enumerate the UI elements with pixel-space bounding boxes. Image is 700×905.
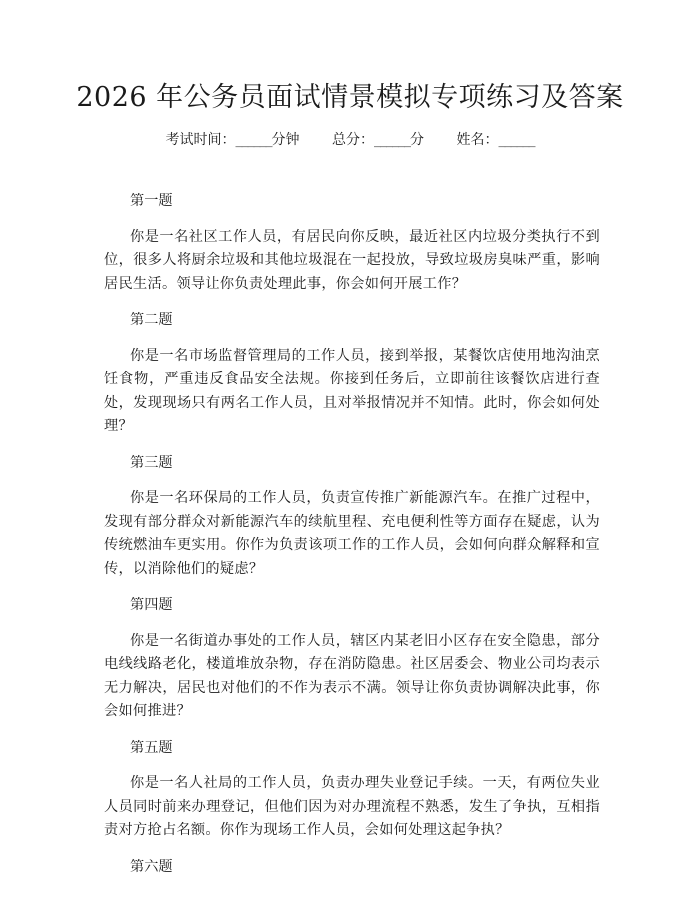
question-title: 第三题 <box>130 454 173 471</box>
question-2 <box>104 309 600 439</box>
question-title: 第五题 <box>130 739 173 756</box>
question-title: 第六题 <box>130 858 173 875</box>
question-body: 你是一名街道办事处的工作人员，辖区内某老旧小区存在安全隐患，部分电线线路老化，楼道堆放杂物，存在消防隐患。社区居委会、物业公司均表示无力解决，居民也对他们的不作为表示不满。领导让你负责协调解决此事，你会如何推进？ <box>104 632 600 719</box>
question-body: 你是一名环保局的工作人员，负责宣传推广新能源汽车。在推广过程中，发现有部分群众对新能源汽车的续航里程、充电便利性等方面存在疑虑，认为传统燃油车更实用。你作为负责该项工作的工作人员，会如何向群众解释和宣传，以消除他们的疑虑？ <box>104 490 600 577</box>
question-1 <box>104 190 600 296</box>
exam-time-unit: 分钟 <box>271 132 300 148</box>
total-score <box>332 132 424 148</box>
student-name-blank: ______ <box>498 132 535 148</box>
question-title: 第四题 <box>130 597 173 613</box>
document-title: 2026 年公务员面试情景模拟专项练习及答案 <box>76 82 624 113</box>
question-title: 第二题 <box>130 312 173 328</box>
total-score-blank: ______ <box>374 132 410 148</box>
question-title: 第一题 <box>130 193 173 209</box>
exam-time-blank: ______ <box>235 132 272 148</box>
question-body: 你是一名社区工作人员，有居民向你反映，最近社区内垃圾分类执行不到位，很多人将厨余垃圾和其他垃圾混在一起投放，导致垃圾房臭味严重，影响居民生活。领导让你负责处理此事，你会如何开展工作？ <box>104 228 600 292</box>
question-4 <box>104 594 600 724</box>
question-body: 你是一名人社局的工作人员，负责办理失业登记手续。一天，有两位失业人员同时前来办理登记，但他们因为对办理流程不熟悉，发生了争执，互相指责对方抢占名额。你作为现场工作人员，会如何处理这起争执？ <box>104 775 600 838</box>
student-name-label: 姓名： <box>456 132 499 148</box>
question-3 <box>104 452 600 582</box>
student-name <box>456 132 534 148</box>
question-6 <box>104 856 600 880</box>
exam-time <box>166 132 300 148</box>
question-list <box>104 190 600 891</box>
exam-meta <box>0 130 700 150</box>
question-body: 你是一名市场监督管理局的工作人员，接到举报，某餐饮店使用地沟油烹饪食物，严重违反食品安全法规。你接到任务后，立即前往该餐饮店进行查处，发现现场只有两名工作人员，且对举报情况并不知情。此时，你会如何处理？ <box>104 347 600 434</box>
total-score-unit: 分 <box>410 132 424 148</box>
question-5 <box>104 737 600 843</box>
exam-time-label: 考试时间： <box>165 132 236 148</box>
total-score-label: 总分： <box>332 132 374 148</box>
